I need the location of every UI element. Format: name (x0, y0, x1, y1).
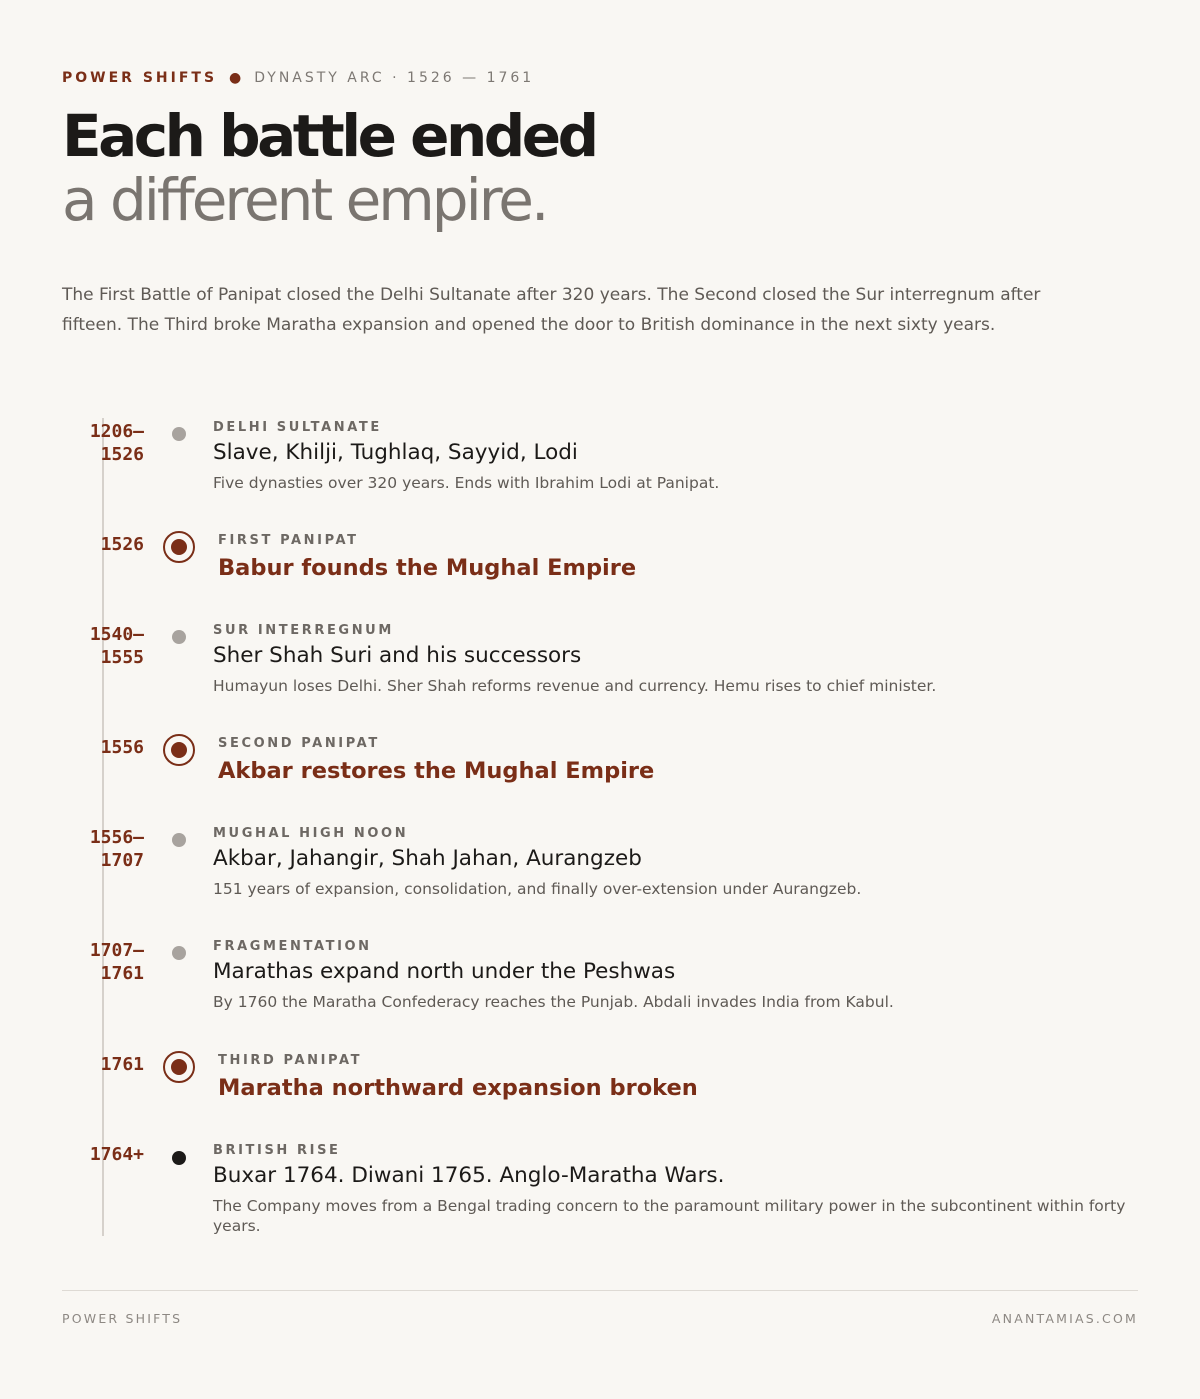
entry-year-start: 1540– (89, 624, 144, 645)
entry-year-start: 1764+ (89, 1144, 144, 1165)
footer-series-label: POWER SHIFTS (62, 1311, 183, 1326)
entry-year (62, 736, 144, 759)
battle-marker-icon (163, 531, 195, 563)
entry-label: FIRST PANIPAT (218, 533, 359, 548)
entry-title: Sher Shah Suri and his successors (213, 643, 582, 668)
entry-year-end: 1707 (100, 850, 144, 871)
entry-description: The Company moves from a Bengal trading concern to the paramount military power in the subcontinent within forty years. (213, 1197, 1126, 1235)
timeline (62, 0, 1138, 1260)
entry-year (62, 939, 144, 985)
kicker-bullet: ● (229, 70, 245, 86)
entry-year (62, 1053, 144, 1076)
entry-label: DELHI SULTANATE (213, 420, 382, 435)
entry-year (62, 1143, 144, 1166)
entry-year-start: 1707– (89, 940, 144, 961)
entry-label: FRAGMENTATION (213, 939, 372, 954)
entry-title: Marathas expand north under the Peshwas (213, 959, 676, 984)
intro-paragraph: The First Battle of Panipat closed the Delhi Sultanate after 320 years. The Second closed the Sur interregnum after fifteen. The Third broke Maratha expansion and opened the door to British dominance in the next sixty years. (62, 285, 1041, 335)
entry-year-end: 1555 (100, 647, 144, 668)
entry-label: SUR INTERREGNUM (213, 623, 394, 638)
entry-title: Maratha northward expansion broken (218, 1075, 698, 1101)
entry-year (62, 533, 144, 556)
entry-title: Akbar restores the Mughal Empire (218, 758, 655, 784)
entry-year-end: 1526 (100, 444, 144, 465)
era-dot-icon (172, 833, 186, 847)
present-dot-icon (172, 1151, 186, 1165)
entry-year-start: 1556– (89, 827, 144, 848)
entry-label: MUGHAL HIGH NOON (213, 826, 409, 841)
era-dot-icon (172, 630, 186, 644)
entry-label: THIRD PANIPAT (218, 1053, 363, 1068)
entry-title: Buxar 1764. Diwani 1765. Anglo-Maratha Wars. (213, 1163, 725, 1188)
kicker-main: POWER SHIFTS (62, 70, 218, 86)
entry-description: 151 years of expansion, consolidation, and finally over-extension under Aurangzeb. (213, 880, 862, 898)
entry-description: Five dynasties over 320 years. Ends with Ibrahim Lodi at Panipat. (213, 474, 720, 492)
entry-description: Humayun loses Delhi. Sher Shah reforms revenue and currency. Hemu rises to chief minister. (213, 677, 937, 695)
battle-marker-icon (163, 734, 195, 766)
entry-description: By 1760 the Maratha Confederacy reaches the Punjab. Abdali invades India from Kabul. (213, 993, 894, 1011)
footer-divider (62, 1290, 1138, 1291)
entry-year-start: 1206– (89, 421, 144, 442)
entry-label: SECOND PANIPAT (218, 736, 380, 751)
entry-title: Babur founds the Mughal Empire (218, 555, 637, 581)
entry-year-start: 1761 (100, 1054, 144, 1075)
footer-site-link[interactable]: ANANTAMIAS.COM (991, 1311, 1138, 1326)
entry-year-end: 1761 (100, 963, 144, 984)
entry-year (62, 420, 144, 466)
battle-marker-icon (163, 1051, 195, 1083)
entry-year-start: 1556 (100, 737, 144, 758)
headline-line-2: a different empire. (62, 166, 547, 234)
entry-label: BRITISH RISE (213, 1143, 341, 1158)
headline-line-1: Each battle ended (62, 102, 596, 170)
entry-title: Akbar, Jahangir, Shah Jahan, Aurangzeb (213, 846, 642, 871)
kicker-sub: DYNASTY ARC · 1526 — 1761 (254, 70, 535, 86)
entry-year-start: 1526 (100, 534, 144, 555)
entry-year (62, 826, 144, 872)
era-dot-icon (172, 427, 186, 441)
entry-year (62, 623, 144, 669)
era-dot-icon (172, 946, 186, 960)
page (62, 0, 1138, 1399)
entry-title: Slave, Khilji, Tughlaq, Sayyid, Lodi (213, 440, 578, 465)
